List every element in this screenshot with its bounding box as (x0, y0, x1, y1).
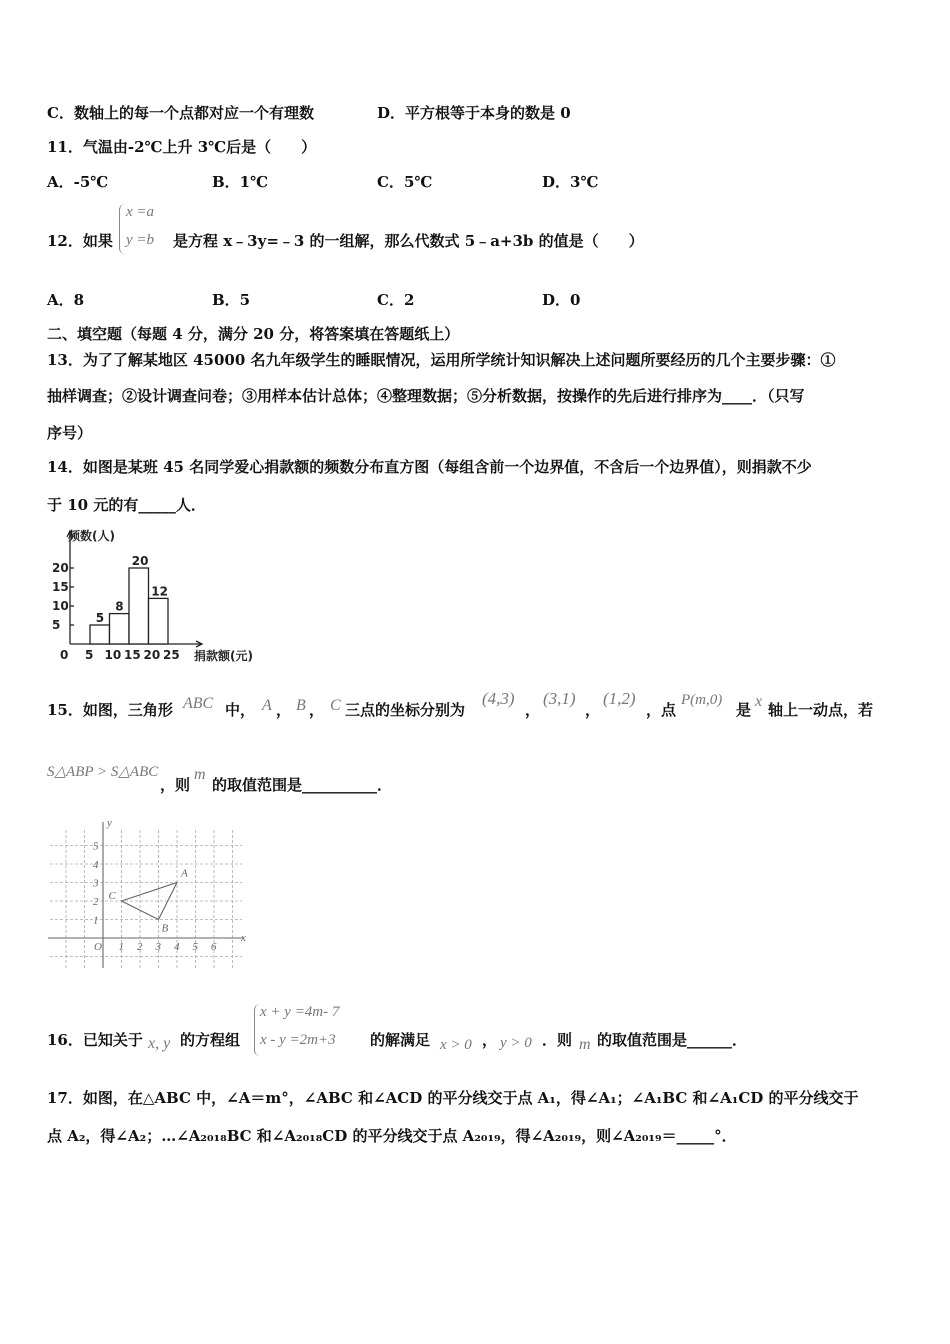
grid-y-tick-label: 1 (93, 914, 99, 927)
grid-y-tick-label: 3 (93, 877, 99, 890)
q13-line-3: 序号） (47, 424, 93, 442)
x-tick-label: 25 (163, 648, 180, 662)
q15-b: B (296, 697, 306, 714)
q14-histogram (44, 524, 264, 670)
q17-line-1: 17．如图，在△ABC 中，∠A＝m°，∠ABC 和∠ACD 的平分线交于点 A₁，得∠A₁；∠A₁BC 和∠A₁CD 的平分线交于 (47, 1089, 859, 1107)
triangle-abc (122, 883, 178, 920)
q15-coordinate-grid (46, 816, 251, 974)
x-tick-label: 15 (124, 648, 141, 662)
q16-solution-text: 的解满足 (370, 1031, 431, 1049)
grid-point-b-label: B (161, 922, 169, 935)
q16-number: 16．已知关于 (47, 1031, 143, 1049)
q15-axis-text: 轴上一动点，若 (768, 701, 874, 719)
grid-x-tick-label: 1 (118, 941, 124, 953)
q15-is: 是 (736, 701, 752, 719)
bar-value-label: 8 (115, 599, 124, 614)
q15-point-a: (4,3) (482, 689, 515, 708)
q15-m: m (194, 766, 206, 783)
grid-y-tick-label: 4 (93, 859, 99, 871)
q16-eq1: x + y =4m- 7 (260, 1004, 340, 1020)
grid-x-tick-label: 3 (155, 941, 161, 953)
q11-option-c: C．5℃ (377, 173, 433, 191)
bar-value-label: 20 (131, 554, 149, 568)
y-tick-label: 5 (52, 618, 61, 632)
grid-x-tick-label: 2 (137, 941, 143, 953)
q15-point-word: ，点 (646, 701, 677, 719)
q11-option-d: D．3℃ (542, 173, 599, 191)
q15-comma-3: ， (525, 701, 541, 719)
q13-line-1: 13．为了了解某地区 45000 名九年级学生的睡眠情况，运用所学统计知识解决上述问题所要经历的几个主要步骤：① (47, 351, 836, 369)
grid-origin-label: O (94, 941, 102, 953)
q12-number: 12．如果 (47, 232, 113, 250)
q15-comma-2: ， (309, 701, 325, 719)
section-2-heading: 二、填空题（每题 4 分，满分 20 分，将答案填在答题纸上） (47, 325, 460, 343)
q15-point-b: (3,1) (543, 689, 576, 708)
q16-then: ．则 (542, 1031, 573, 1049)
y-tick-label: 10 (52, 599, 69, 613)
q12-option-b: B．5 (212, 291, 251, 309)
grid-y-label: y (107, 817, 112, 829)
histogram-bar (90, 625, 110, 644)
q14-line-2: 于 10 元的有_____人． (47, 496, 206, 514)
q12-eq1: x =a (126, 204, 155, 220)
bar-value-label: 5 (95, 611, 105, 625)
q14-ylabel: 频数(人) (68, 529, 115, 543)
y-tick-label: 20 (52, 561, 69, 575)
q15-coords-text: 三点的坐标分别为 (345, 701, 466, 719)
x-tick-label: 0 (60, 648, 69, 662)
q16-comma: ， (482, 1031, 498, 1049)
q16-m: m (579, 1036, 591, 1053)
q15-point-c: (1,2) (603, 689, 636, 708)
q14-line-1: 14．如图是某班 45 名同学爱心捐款额的频数分布直方图（每组含前一个边界值，不含后一个边界值），则捐款不少 (47, 458, 812, 476)
x-tick-label: 10 (104, 648, 122, 662)
q15-number: 15．如图，三角形 (47, 701, 173, 719)
x-tick-label: 5 (85, 648, 94, 662)
q17-line-2: 点 A₂，得∠A₂；…∠A₂₀₁₈BC 和∠A₂₀₁₈CD 的平分线交于点 A₂₀₁₉，得∠A₂₀₁₉，则∠A₂₀₁₉＝_____°． (47, 1127, 737, 1145)
grid-point-a-label: A (181, 867, 188, 880)
grid-x-tick-label: 4 (174, 941, 180, 953)
q16-system-text: 的方程组 (180, 1031, 241, 1049)
q10-option-d: D．平方根等于本身的数是 0 (377, 104, 571, 122)
q15-x: x (755, 693, 763, 710)
q16-range: 的取值范围是______． (597, 1031, 748, 1049)
grid-y-tick-label: 2 (93, 896, 99, 908)
q12-brace (119, 204, 126, 254)
q12-option-d: D．0 (542, 291, 581, 309)
grid-x-label: x (241, 932, 246, 944)
q11-option-b: B．1℃ (212, 173, 269, 191)
q11-option-a: A．-5℃ (47, 173, 109, 191)
q16-xy: x, y (148, 1035, 171, 1052)
grid-y-tick-label: 5 (93, 840, 99, 853)
q15-c: C (330, 697, 341, 714)
histogram-bar (149, 598, 169, 644)
q16-cond-x: x > 0 (440, 1037, 472, 1053)
y-tick-label: 15 (52, 580, 69, 594)
q15-point-p: P(m,0) (681, 692, 723, 708)
q16-cond-y: y > 0 (500, 1035, 532, 1051)
q10-option-c: C．数轴上的每一个点都对应一个有理数 (47, 104, 314, 122)
q15-abc: ABC (183, 695, 214, 712)
histogram-bar (129, 568, 149, 644)
q15-comma-1: ， (276, 701, 292, 719)
grid-point-c-label: C (108, 890, 116, 902)
q12-eq2: y =b (126, 232, 155, 248)
q15-mid: 中， (225, 701, 256, 719)
q14-xlabel: 捐款额(元) (194, 649, 253, 663)
grid-x-tick-label: 5 (192, 941, 198, 953)
bar-value-label: 12 (151, 584, 168, 599)
q12-option-a: A．8 (47, 291, 85, 309)
q13-line-2: 抽样调查；②设计调查问卷；③用样本估计总体；④整理数据；⑤分析数据，按操作的先后进行排序为____．（只写 (47, 387, 805, 405)
grid-x-tick-label: 6 (211, 941, 217, 953)
q11-stem: 11．气温由-2℃上升 3℃后是（ ） (47, 138, 317, 156)
histogram-bar (110, 614, 130, 644)
q15-comma-4: ， (585, 701, 601, 719)
q15-then: ，则 (160, 776, 191, 794)
q15-condition: S△ABP > S△ABC (47, 764, 159, 780)
q12-stem: 是方程 x﹣3y=﹣3 的一组解，那么代数式 5﹣a+3b 的值是（ ） (173, 232, 644, 250)
q15-range: 的取值范围是__________． (212, 776, 393, 794)
q15-a: A (262, 697, 272, 714)
x-tick-label: 20 (143, 648, 161, 662)
q16-eq2: x - y =2m+3 (260, 1032, 336, 1048)
q12-option-c: C．2 (377, 291, 415, 309)
